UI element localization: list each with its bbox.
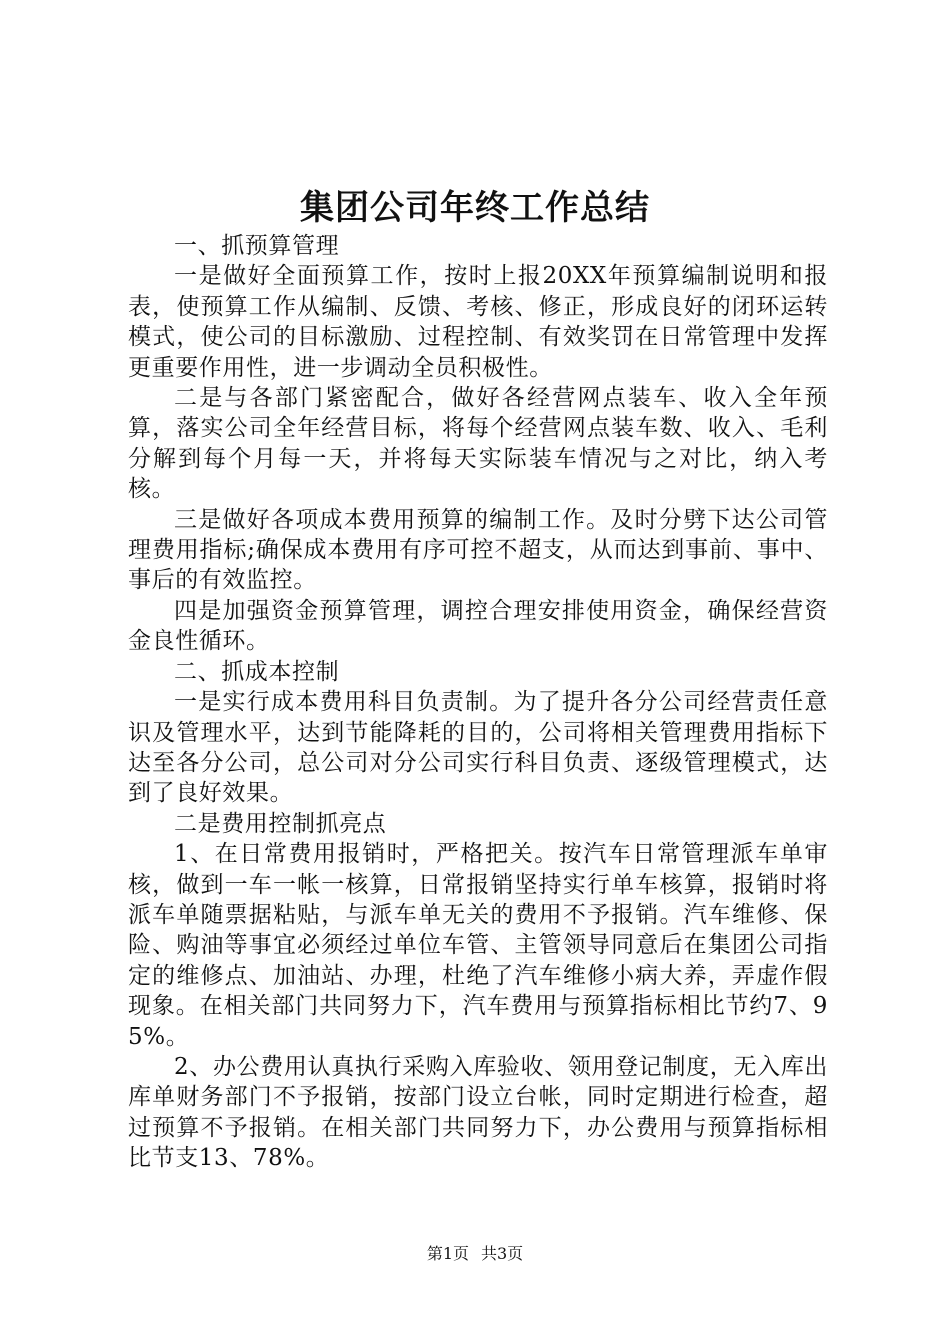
page-number: 第1页: [426, 1244, 469, 1263]
document-title: 集团公司年终工作总结: [300, 188, 650, 228]
numbered-item: 1、在日常费用报销时，严格把关。按汽车日常管理派车单审核，做到一车一帐一核算，日常报销坚持实行单车核算，报销时将派车单随票据粘贴，与派车单无关的费用不予报销。汽车维修、保险、购油等事宜必须经过单位车管、主管领导同意后在集团公司指定的维修点、加油站、办理，杜绝了汽车维修小病大养，弄虚作假现象。在相关部门共同努力下，汽车费用与预算指标相比节约7、95%。: [128, 841, 828, 1050]
section-heading: 二、抓成本控制: [174, 658, 340, 685]
body-paragraph: 三是做好各项成本费用预算的编制工作。及时分劈下达公司管理费用指标;确保成本费用有序可控不超支，从而达到事前、事中、事后的有效监控。: [128, 506, 828, 594]
page-total: 共3页: [481, 1244, 524, 1263]
subsection-heading: 二是费用控制抓亮点: [174, 810, 387, 837]
body-paragraph: 四是加强资金预算管理，调控合理安排使用资金，确保经营资金良性循环。: [128, 597, 828, 655]
body-paragraph: 一是做好全面预算工作，按时上报20XX年预算编制说明和报表，使预算工作从编制、反馈、考核、修正，形成良好的闭环运转模式，使公司的目标激励、过程控制、有效奖罚在日常管理中发挥更重要作用性，进一步调动全员积极性。: [128, 263, 828, 381]
page-footer: [0, 1243, 950, 1265]
document-body: [128, 231, 828, 1174]
section-heading: 一、抓预算管理: [174, 233, 340, 259]
body-paragraph: 一是实行成本费用科目负责制。为了提升各分公司经营责任意识及管理水平，达到节能降耗的目的，公司将相关管理费用指标下达至各分公司，总公司对分公司实行科目负责、逐级管理模式，达到了良好效果。: [128, 689, 828, 807]
body-paragraph: 二是与各部门紧密配合，做好各经营网点装车、收入全年预算，落实公司全年经营目标，将每个经营网点装车数、收入、毛利分解到每个月每一天，并将每天实际装车情况与之对比，纳入考核。: [128, 385, 828, 503]
numbered-item: 2、办公费用认真执行采购入库验收、领用登记制度，无入库出库单财务部门不予报销，按部门设立台帐，同时定期进行检查，超过预算不予报销。在相关部门共同努力下，办公费用与预算指标相比节支13、78%。: [128, 1053, 828, 1172]
